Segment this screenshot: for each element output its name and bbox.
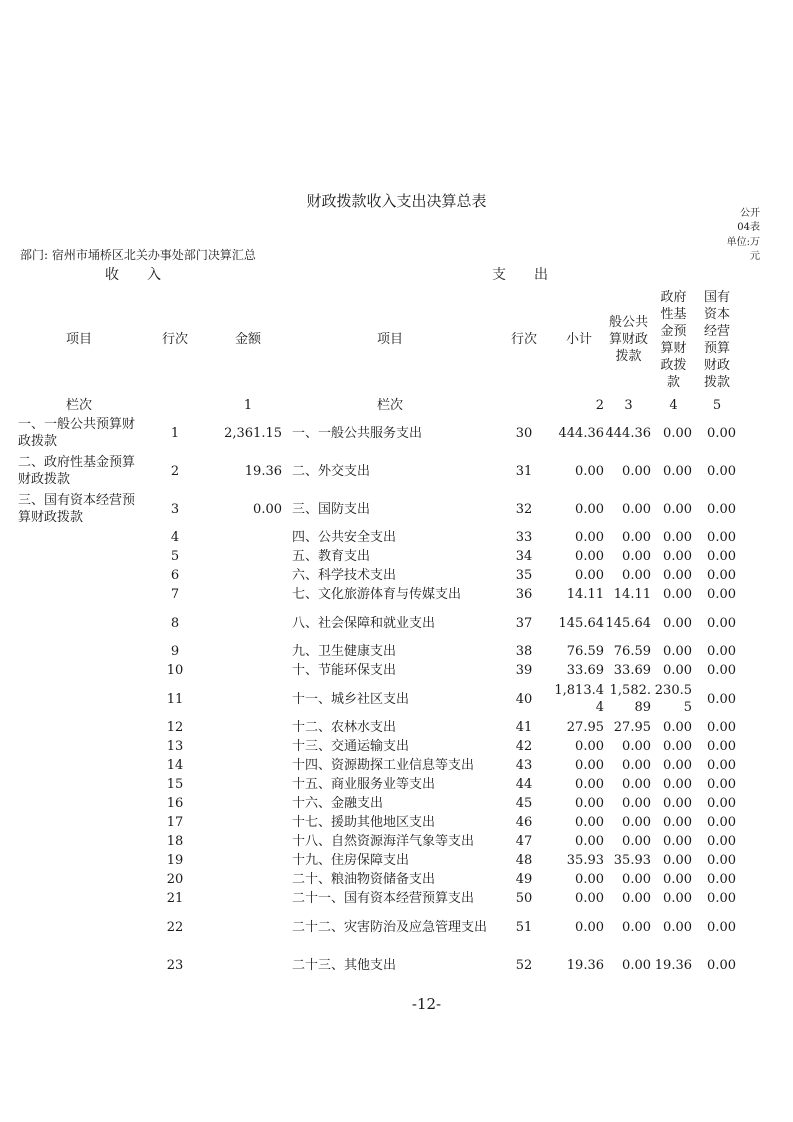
table-row [18, 851, 740, 870]
income-amount [210, 946, 286, 984]
income-amount: 2,361.15 [224, 425, 282, 441]
col-index-exp-label: 栏次 [376, 397, 403, 413]
fund-budget-value: 0.00 [663, 739, 692, 754]
general-budget-value: 0.00 [622, 796, 651, 811]
state-capital-value: 0.00 [707, 463, 736, 479]
general-budget-value: 145.64 [605, 615, 651, 631]
fund-budget-value: 0.00 [663, 796, 692, 811]
subtotal-value: 0.00 [575, 777, 604, 792]
income-row-no: 16 [166, 796, 184, 811]
income-item [18, 813, 140, 832]
expense-item: 九、卫生健康支出 [292, 644, 397, 659]
income-item [18, 756, 140, 775]
table-row [18, 547, 740, 566]
fund-budget-value: 0.00 [663, 834, 692, 849]
expense-item: 二十三、其他支出 [292, 957, 397, 973]
subtotal-value: 14.11 [566, 587, 604, 602]
income-item [18, 870, 140, 889]
income-amount [210, 870, 286, 889]
fund-budget-value: 0.00 [663, 587, 692, 602]
general-budget-value: 0.00 [622, 568, 651, 583]
income-row-no: 9 [170, 644, 180, 659]
general-budget-value: 0.00 [622, 891, 651, 906]
income-item [18, 737, 140, 756]
state-capital-value: 0.00 [707, 691, 736, 707]
expense-row-no: 42 [515, 739, 533, 754]
col-index-4: 4 [669, 397, 678, 413]
table-row [18, 889, 740, 908]
header-state: 国有资本经营预算财政拨款 [703, 289, 730, 390]
section-expense-label: 支 出 [492, 267, 548, 283]
expense-row-no: 46 [515, 815, 533, 830]
income-amount [210, 889, 286, 908]
expense-row-no: 30 [515, 425, 533, 441]
income-row-no: 10 [166, 663, 184, 678]
state-capital-value: 0.00 [707, 796, 736, 811]
general-budget-value: 0.00 [622, 777, 651, 792]
expense-item: 十九、住房保障支出 [292, 853, 410, 868]
state-capital-value: 0.00 [707, 530, 736, 545]
department-label: 部门: 宿州市埇桥区北关办事处部门决算汇总 [20, 248, 256, 262]
expense-item: 二十、粮油物资储备支出 [292, 872, 436, 887]
table-row [18, 737, 740, 756]
subtotal-value: 444.36 [558, 425, 604, 441]
state-capital-value: 0.00 [707, 919, 736, 935]
income-row-no: 15 [166, 777, 184, 792]
general-budget-value: 0.00 [622, 919, 651, 935]
general-budget-value: 35.93 [613, 853, 651, 868]
income-row-no: 4 [170, 530, 180, 545]
income-amount [210, 566, 286, 585]
income-item [18, 775, 140, 794]
income-item [18, 528, 140, 547]
general-budget-value: 0.00 [622, 758, 651, 773]
income-row-no: 2 [170, 463, 180, 479]
income-row-no: 11 [166, 691, 184, 707]
expense-row-no: 45 [515, 796, 533, 811]
income-amount: 0.00 [253, 501, 282, 517]
expense-item: 六、科学技术支出 [292, 568, 397, 583]
appropriation-table [18, 283, 740, 984]
income-item [18, 889, 140, 908]
state-capital-value: 0.00 [707, 777, 736, 792]
state-capital-value: 0.00 [707, 853, 736, 868]
expense-row-no: 31 [515, 463, 533, 479]
subtotal-value: 76.59 [566, 644, 604, 659]
table-row [18, 528, 740, 547]
expense-row-no: 33 [515, 530, 533, 545]
expense-item: 十七、援助其他地区支出 [292, 815, 436, 830]
expense-item: 十二、农林水支出 [292, 720, 397, 735]
state-capital-value: 0.00 [707, 957, 736, 973]
expense-item: 一、一般公共服务支出 [292, 425, 423, 441]
fund-budget-value: 0.00 [663, 919, 692, 935]
fund-budget-value: 0.00 [663, 568, 692, 583]
header-exp-item: 项目 [376, 332, 403, 347]
subtotal-value: 0.00 [575, 891, 604, 906]
subtotal-value: 145.64 [558, 615, 604, 631]
subtotal-value: 35.93 [566, 853, 604, 868]
income-amount [210, 813, 286, 832]
income-item: 三、国有资本经营预算财政拨款 [18, 493, 136, 525]
expense-item: 八、社会保障和就业支出 [292, 615, 436, 631]
general-budget-value: 0.00 [622, 739, 651, 754]
form-code: 公开04表 [737, 208, 760, 233]
table-row [18, 832, 740, 851]
state-capital-value: 0.00 [707, 872, 736, 887]
expense-item: 十、节能环保支出 [292, 663, 397, 678]
general-budget-value: 14.11 [613, 587, 651, 602]
unit-label: 单位:万元 [726, 237, 760, 262]
section-income-label: 收 入 [105, 267, 161, 283]
expense-row-no: 48 [515, 853, 533, 868]
expense-row-no: 51 [515, 919, 533, 935]
state-capital-value: 0.00 [707, 758, 736, 773]
income-amount [210, 794, 286, 813]
expense-item: 十一、城乡社区支出 [292, 691, 410, 707]
table-row [18, 585, 740, 604]
table-row [18, 870, 740, 889]
income-amount [210, 642, 286, 661]
subtotal-value: 19.36 [566, 957, 604, 973]
table-row [18, 414, 740, 452]
income-amount [210, 547, 286, 566]
expense-item: 四、公共安全支出 [292, 530, 397, 545]
expense-row-no: 52 [515, 957, 533, 973]
state-capital-value: 0.00 [707, 891, 736, 906]
income-row-no: 8 [170, 615, 180, 631]
subtotal-value: 0.00 [575, 834, 604, 849]
expense-item: 三、国防支出 [292, 501, 371, 517]
col-index-2: 2 [595, 397, 604, 413]
income-row-no: 5 [170, 549, 180, 564]
general-budget-value: 0.00 [622, 549, 651, 564]
income-item [18, 585, 140, 604]
subtotal-value: 0.00 [575, 872, 604, 887]
fund-budget-value: 0.00 [663, 891, 692, 906]
income-item [18, 547, 140, 566]
fund-budget-value: 0.00 [663, 530, 692, 545]
general-budget-value: 27.95 [613, 720, 651, 735]
page-number: -12- [411, 995, 442, 1013]
subtotal-value: 0.00 [575, 919, 604, 935]
state-capital-value: 0.00 [707, 568, 736, 583]
table-row [18, 946, 740, 984]
table-row [18, 490, 740, 528]
income-row-no: 6 [170, 568, 180, 583]
expense-row-no: 47 [515, 834, 533, 849]
income-item [18, 661, 140, 680]
state-capital-value: 0.00 [707, 615, 736, 631]
table-row [18, 908, 740, 946]
expense-item: 十三、交通运输支出 [292, 739, 410, 754]
income-item [18, 851, 140, 870]
header-exp-row-no: 行次 [510, 332, 537, 347]
income-item [18, 642, 140, 661]
general-budget-value: 0.00 [622, 463, 651, 479]
table-row [18, 642, 740, 661]
general-budget-value: 0.00 [622, 872, 651, 887]
income-item [18, 908, 140, 946]
fund-budget-value: 0.00 [663, 501, 692, 517]
state-capital-value: 0.00 [707, 720, 736, 735]
income-item [18, 680, 140, 718]
state-capital-value: 0.00 [707, 587, 736, 602]
income-amount [210, 737, 286, 756]
fund-budget-value: 0.00 [663, 777, 692, 792]
income-amount [210, 908, 286, 946]
subtotal-value: 0.00 [575, 463, 604, 479]
income-row-no: 14 [166, 758, 184, 773]
expense-row-no: 37 [515, 615, 533, 631]
fund-budget-value: 0.00 [663, 853, 692, 868]
general-budget-value: 1,582.89 [609, 683, 651, 715]
income-amount [210, 528, 286, 547]
header-general: 般公共算财政拨款 [608, 315, 648, 364]
expense-item: 十五、商业服务业等支出 [292, 777, 436, 792]
header-row [18, 283, 740, 396]
income-amount [210, 604, 286, 642]
table-row [18, 680, 740, 718]
income-item: 二、政府性基金预算财政拨款 [18, 455, 136, 487]
income-item [18, 832, 140, 851]
expense-item: 二、外交支出 [292, 463, 371, 479]
header-amount: 金额 [234, 332, 261, 347]
expense-row-no: 36 [515, 587, 533, 602]
expense-item: 二十二、灾害防治及应急管理支出 [292, 919, 488, 935]
fund-budget-value: 0.00 [663, 663, 692, 678]
general-budget-value: 0.00 [622, 834, 651, 849]
income-row-no: 22 [166, 919, 184, 935]
col-index-label: 栏次 [65, 397, 92, 413]
general-budget-value: 0.00 [622, 530, 651, 545]
expense-row-no: 34 [515, 549, 533, 564]
income-amount [210, 832, 286, 851]
income-amount [210, 718, 286, 737]
subtotal-value: 0.00 [575, 739, 604, 754]
expense-item: 五、教育支出 [292, 549, 371, 564]
expense-row-no: 38 [515, 644, 533, 659]
income-row-no: 21 [166, 891, 184, 906]
header-fund: 政府性基金预算财政拨款 [660, 289, 687, 390]
col-index-1: 1 [243, 397, 253, 413]
fund-budget-value: 0.00 [663, 425, 692, 441]
state-capital-value: 0.00 [707, 663, 736, 678]
general-budget-value: 33.69 [613, 663, 651, 678]
general-budget-value: 0.00 [622, 957, 651, 973]
table-row [18, 452, 740, 490]
page-title: 财政拨款收入支出决算总表 [306, 192, 487, 210]
state-capital-value: 0.00 [707, 815, 736, 830]
income-row-no: 23 [166, 957, 184, 973]
expense-row-no: 44 [515, 777, 533, 792]
col-index-3: 3 [624, 397, 633, 413]
income-amount [210, 756, 286, 775]
subtotal-value: 1,813.44 [554, 683, 604, 715]
fund-budget-value: 0.00 [663, 872, 692, 887]
subtotal-value: 0.00 [575, 815, 604, 830]
income-item: 一、一般公共预算财政拨款 [18, 417, 136, 449]
state-capital-value: 0.00 [707, 425, 736, 441]
expense-item: 十六、金融支出 [292, 796, 384, 811]
table-row [18, 661, 740, 680]
expense-item: 七、文化旅游体育与传媒支出 [292, 587, 462, 602]
fund-budget-value: 230.55 [654, 683, 692, 715]
income-amount: 19.36 [244, 463, 282, 479]
header-item: 项目 [65, 332, 92, 347]
state-capital-value: 0.00 [707, 644, 736, 659]
expense-row-no: 32 [515, 501, 533, 517]
expense-item: 十八、自然资源海洋气象等支出 [292, 834, 475, 849]
general-budget-value: 76.59 [613, 644, 651, 659]
income-item [18, 604, 140, 642]
expense-item: 十四、资源勘探工业信息等支出 [292, 758, 475, 773]
subtotal-value: 0.00 [575, 549, 604, 564]
expense-item: 二十一、国有资本经营预算支出 [292, 891, 475, 906]
income-row-no: 17 [166, 815, 184, 830]
subtotal-value: 0.00 [575, 568, 604, 583]
income-amount [210, 775, 286, 794]
state-capital-value: 0.00 [707, 739, 736, 754]
subtotal-value: 33.69 [566, 663, 604, 678]
general-budget-value: 444.36 [605, 425, 651, 441]
header-row-no: 行次 [161, 332, 188, 347]
income-row-no: 19 [166, 853, 184, 868]
income-row-no: 12 [166, 720, 184, 735]
expense-row-no: 43 [515, 758, 533, 773]
table-row [18, 566, 740, 585]
income-row-no: 13 [166, 739, 184, 754]
col-index-5: 5 [712, 397, 722, 413]
table-row [18, 604, 740, 642]
table-row [18, 813, 740, 832]
income-item [18, 718, 140, 737]
income-item [18, 946, 140, 984]
expense-row-no: 40 [515, 691, 533, 707]
state-capital-value: 0.00 [707, 549, 736, 564]
subtotal-value: 0.00 [575, 530, 604, 545]
fund-budget-value: 0.00 [663, 615, 692, 631]
subtotal-value: 0.00 [575, 758, 604, 773]
income-row-no: 3 [170, 501, 180, 517]
state-capital-value: 0.00 [707, 501, 736, 517]
expense-row-no: 50 [515, 891, 533, 906]
subtotal-value: 0.00 [575, 501, 604, 517]
income-amount [210, 585, 286, 604]
income-amount [210, 851, 286, 870]
income-amount [210, 661, 286, 680]
fund-budget-value: 0.00 [663, 720, 692, 735]
fund-budget-value: 0.00 [663, 758, 692, 773]
header-subtotal: 小计 [565, 332, 592, 347]
expense-row-no: 39 [515, 663, 533, 678]
fund-budget-value: 0.00 [663, 463, 692, 479]
subtotal-value: 0.00 [575, 796, 604, 811]
fund-budget-value: 0.00 [663, 644, 692, 659]
table-row [18, 756, 740, 775]
fund-budget-value: 0.00 [663, 549, 692, 564]
state-capital-value: 0.00 [707, 834, 736, 849]
table-row [18, 718, 740, 737]
fund-budget-value: 19.36 [654, 957, 692, 973]
income-item [18, 566, 140, 585]
income-item [18, 794, 140, 813]
income-row-no: 20 [166, 872, 184, 887]
income-row-no: 1 [170, 425, 180, 441]
expense-row-no: 49 [515, 872, 533, 887]
table-row [18, 794, 740, 813]
subtotal-value: 27.95 [566, 720, 604, 735]
table-row [18, 775, 740, 794]
fund-budget-value: 0.00 [663, 815, 692, 830]
income-row-no: 18 [166, 834, 184, 849]
income-row-no: 7 [170, 587, 180, 602]
general-budget-value: 0.00 [622, 815, 651, 830]
general-budget-value: 0.00 [622, 501, 651, 517]
expense-row-no: 41 [515, 720, 533, 735]
expense-row-no: 35 [515, 568, 533, 583]
column-index-row [18, 396, 740, 414]
income-amount [210, 680, 286, 718]
